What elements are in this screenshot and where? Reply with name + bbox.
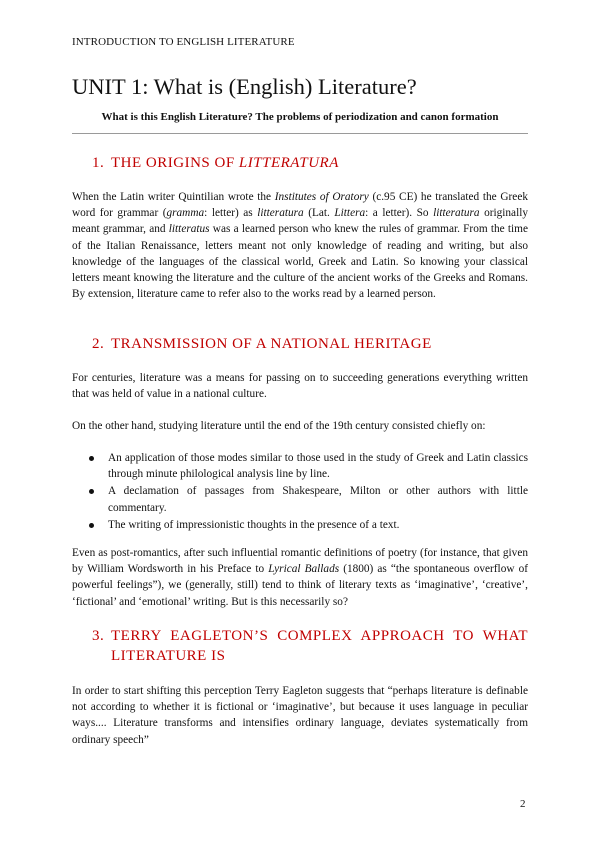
text-run: originally meant grammar, and (72, 207, 528, 236)
section-3-heading-line-1: TERRY EAGLETON’S COMPLEX APPROACH TO WHAT (111, 628, 528, 644)
list-item-text: The writing of impressionistic thoughts in the presence of a text. (108, 518, 400, 531)
section-2-heading-text: TRANSMISSION OF A NATIONAL HERITAGE (111, 336, 432, 352)
bullet-icon (89, 523, 94, 528)
section-3-heading (92, 626, 528, 666)
text-run: : a letter). So (365, 207, 434, 220)
italic-run: gramma (166, 207, 205, 220)
section-1-heading (92, 153, 528, 173)
bullet-icon (89, 489, 94, 494)
section-1-heading-text: THE ORIGINS OF (111, 155, 239, 171)
list-item (72, 517, 528, 533)
text-run: : letter) as (204, 207, 258, 220)
section-3-paragraph: In order to start shifting this perception Terry Eagleton suggests that “perhaps literature is definable not according to whether it is fictional or ‘imaginative’, but because it uses language in peculiar ways.... Literature transforms and intensifies ordinary language, deviates systematically from ordinary speech” (72, 685, 528, 746)
text-run: (c.95 CE) he translated the Greek word for grammar ( (72, 191, 528, 220)
title-divider (72, 133, 528, 134)
running-header: INTRODUCTION TO ENGLISH LITERATURE (72, 36, 295, 48)
text-run: was a learned person who knew the rules of grammar. From the time of the Italian Renaissance, letters meant not only knowledge of reading and writing, but also knowledge of the languages of the classical world, Greek and Latin. So knowing your classical letters meant knowing the literature and the culture of the ancient works of the Greeks and Romans. By extension, literature came to refer also to the works read by a learned person. (72, 223, 528, 301)
italic-run: Institutes of Oratory (274, 191, 369, 203)
page-number: 2 (520, 798, 526, 810)
italic-run: litteratura (257, 207, 304, 220)
italic-run: Lyrical Ballads (268, 563, 340, 576)
section-3-heading-line-2: LITERATURE IS (111, 648, 226, 664)
section-3-number: 3. (92, 628, 105, 644)
section-2-paragraph-2: On the other hand, studying literature until the end of the 19th century consisted chiefly on: (72, 420, 486, 432)
section-2-paragraph-3 (72, 545, 528, 610)
text-run: Even as post-romantics, after such influential romantic definitions of poetry (for instance, that given by William Wordsworth in his Preface to (72, 547, 528, 576)
text-run: (1800) as “the spontaneous overflow of powerful feelings”), we (generally, still) tend to think of literary texts as ‘imaginative’, ‘creative’, ‘fictional’ and ‘emotional’ writing. But is this necessarily so? (72, 563, 528, 608)
section-2-number: 2. (92, 336, 105, 352)
section-1-paragraph (72, 189, 528, 302)
italic-run: litteratura (433, 207, 480, 220)
unit-title: UNIT 1: What is (English) Literature? (72, 74, 417, 99)
list-item-text: An application of those modes similar to those used in the study of Greek and Latin classics through minute philological analysis line by line. (108, 452, 528, 481)
text-run: (Lat. (303, 207, 335, 220)
list-item-text: A declamation of passages from Shakespeare, Milton or other authors with little commentary. (108, 485, 528, 514)
italic-run: Littera (334, 207, 366, 220)
section-2-paragraph-1: For centuries, literature was a means for passing on to succeeding generations everything written that was held of value in a national culture. (72, 372, 528, 401)
unit-subtitle: What is this English Literature? The problems of periodization and canon formation (101, 111, 499, 123)
section-2-bullet-list (72, 450, 528, 534)
italic-run: litteratus (168, 223, 210, 236)
list-item (72, 483, 528, 515)
text-run: When the Latin writer Quintilian wrote the (72, 191, 275, 203)
bullet-icon (89, 456, 94, 461)
section-1-number: 1. (92, 155, 105, 171)
section-1-heading-italic: LITTERATURA (238, 155, 339, 171)
section-2-heading (92, 334, 528, 354)
list-item (72, 450, 528, 482)
